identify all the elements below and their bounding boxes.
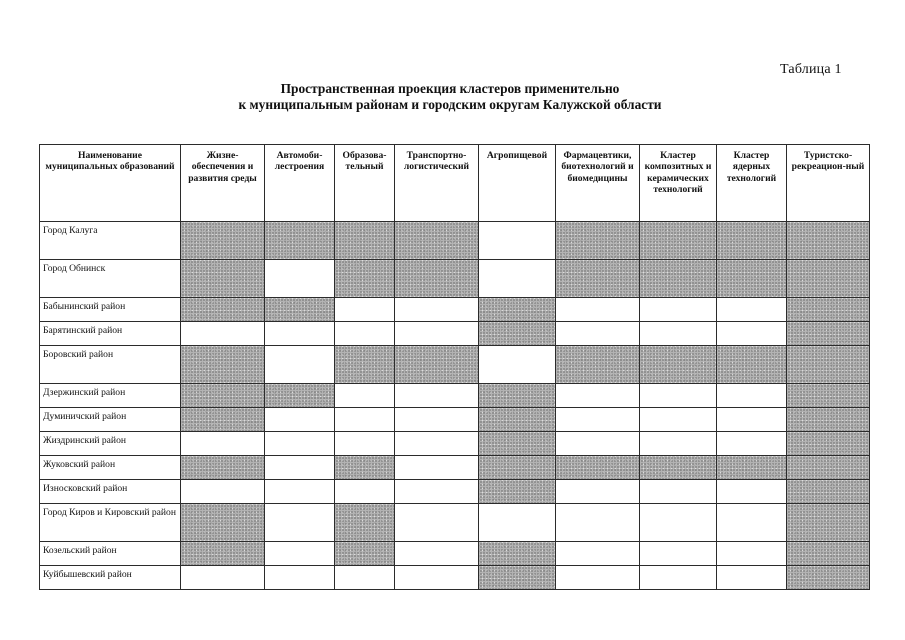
cluster-cell-filled [787, 566, 870, 590]
cluster-cell-empty [640, 298, 717, 322]
cluster-cell-filled [787, 222, 870, 260]
cluster-cell-empty [717, 298, 787, 322]
cluster-cell-filled [335, 346, 395, 384]
table-number-label: Таблица 1 [780, 62, 842, 77]
municipality-name: Износковский район [40, 480, 181, 504]
cluster-cell-empty [717, 480, 787, 504]
cluster-cell-filled [479, 542, 556, 566]
cluster-cell-filled [265, 222, 335, 260]
cluster-cell-empty [717, 504, 787, 542]
cluster-cell-empty [717, 432, 787, 456]
municipality-name: Город Киров и Кировский район [40, 504, 181, 542]
cluster-cell-empty [395, 408, 479, 432]
cluster-cell-empty [335, 480, 395, 504]
table-row [40, 542, 870, 566]
cluster-cell-empty [395, 542, 479, 566]
table-row [40, 260, 870, 298]
cluster-cell-filled [181, 222, 265, 260]
cluster-cell-filled [181, 456, 265, 480]
cluster-cell-filled [787, 408, 870, 432]
cluster-cell-empty [265, 456, 335, 480]
cluster-cell-filled [717, 222, 787, 260]
header-composites-cluster: Кластер композитных и керамических технологий [640, 145, 717, 222]
cluster-cell-empty [395, 384, 479, 408]
cluster-cell-empty [640, 542, 717, 566]
cluster-cell-empty [717, 542, 787, 566]
cluster-cell-empty [335, 384, 395, 408]
cluster-cell-filled [479, 432, 556, 456]
cluster-cell-filled [181, 298, 265, 322]
municipality-name: Дзержинский район [40, 384, 181, 408]
cluster-cell-empty [717, 408, 787, 432]
cluster-cell-filled [787, 480, 870, 504]
cluster-table [39, 144, 870, 590]
table-title [200, 81, 700, 113]
cluster-cell-empty [479, 260, 556, 298]
cluster-cell-filled [335, 456, 395, 480]
table-row [40, 408, 870, 432]
cluster-cell-empty [265, 322, 335, 346]
cluster-cell-empty [556, 566, 640, 590]
cluster-cell-empty [265, 566, 335, 590]
municipality-name: Бабынинский район [40, 298, 181, 322]
table-row [40, 456, 870, 480]
header-transport-logistics-cluster: Транспортно-логистический [395, 145, 479, 222]
table-header-row [40, 145, 870, 222]
cluster-cell-filled [787, 260, 870, 298]
cluster-cell-filled [479, 384, 556, 408]
cluster-cell-filled [335, 222, 395, 260]
table-row [40, 566, 870, 590]
cluster-cell-filled [787, 384, 870, 408]
header-tourism-cluster: Туристско-рекреацион-ный [787, 145, 870, 222]
cluster-cell-empty [395, 480, 479, 504]
cluster-cell-filled [479, 480, 556, 504]
header-education-cluster: Образова-тельный [335, 145, 395, 222]
cluster-cell-filled [181, 346, 265, 384]
cluster-cell-filled [395, 222, 479, 260]
cluster-cell-empty [640, 384, 717, 408]
cluster-cell-empty [640, 432, 717, 456]
cluster-cell-empty [556, 322, 640, 346]
table-row [40, 480, 870, 504]
municipality-name: Барятинский район [40, 322, 181, 346]
municipality-name: Город Обнинск [40, 260, 181, 298]
municipality-name: Козельский район [40, 542, 181, 566]
table-row [40, 504, 870, 542]
municipality-name: Боровский район [40, 346, 181, 384]
cluster-cell-empty [479, 346, 556, 384]
cluster-cell-empty [717, 566, 787, 590]
title-line-2: к муниципальным районам и городским округам Калужской области [238, 97, 662, 112]
cluster-cell-empty [556, 298, 640, 322]
cluster-cell-empty [181, 566, 265, 590]
cluster-cell-filled [265, 384, 335, 408]
cluster-cell-filled [181, 542, 265, 566]
cluster-cell-filled [265, 298, 335, 322]
cluster-cell-empty [395, 322, 479, 346]
cluster-cell-empty [335, 408, 395, 432]
cluster-cell-empty [556, 408, 640, 432]
cluster-cell-filled [479, 566, 556, 590]
cluster-cell-filled [787, 456, 870, 480]
cluster-cell-filled [640, 456, 717, 480]
cluster-cell-empty [640, 408, 717, 432]
header-automotive-cluster: Автомоби-лестроения [265, 145, 335, 222]
municipality-name: Жиздринский район [40, 432, 181, 456]
cluster-cell-filled [640, 260, 717, 298]
header-agrofood-cluster: Агропищевой [479, 145, 556, 222]
cluster-cell-empty [265, 542, 335, 566]
cluster-cell-filled [556, 456, 640, 480]
cluster-cell-empty [556, 384, 640, 408]
cluster-cell-empty [265, 346, 335, 384]
cluster-cell-filled [787, 504, 870, 542]
municipality-name: Думиничский район [40, 408, 181, 432]
cluster-cell-filled [335, 542, 395, 566]
cluster-cell-empty [335, 566, 395, 590]
cluster-cell-filled [181, 384, 265, 408]
cluster-cell-empty [717, 384, 787, 408]
cluster-cell-filled [787, 346, 870, 384]
table-row [40, 222, 870, 260]
table-row [40, 384, 870, 408]
cluster-cell-empty [395, 566, 479, 590]
table-row [40, 322, 870, 346]
cluster-cell-filled [717, 260, 787, 298]
cluster-cell-filled [556, 222, 640, 260]
cluster-cell-filled [479, 322, 556, 346]
cluster-cell-filled [479, 456, 556, 480]
cluster-cell-empty [335, 432, 395, 456]
cluster-cell-empty [479, 504, 556, 542]
cluster-cell-filled [479, 408, 556, 432]
cluster-cell-filled [556, 346, 640, 384]
cluster-cell-filled [787, 432, 870, 456]
header-pharma-cluster: Фармацевтики, биотехнологий и биомедицины [556, 145, 640, 222]
header-life-support-cluster: Жизне-обеспечения и развития среды [181, 145, 265, 222]
cluster-cell-filled [556, 260, 640, 298]
table-row [40, 298, 870, 322]
cluster-cell-empty [181, 322, 265, 346]
cluster-cell-empty [395, 432, 479, 456]
cluster-cell-empty [640, 480, 717, 504]
cluster-cell-filled [181, 408, 265, 432]
municipality-name: Жуковский район [40, 456, 181, 480]
cluster-cell-filled [717, 346, 787, 384]
cluster-cell-filled [335, 260, 395, 298]
cluster-cell-empty [556, 432, 640, 456]
cluster-cell-empty [556, 542, 640, 566]
cluster-cell-filled [395, 346, 479, 384]
cluster-cell-empty [395, 456, 479, 480]
title-line-1: Пространственная проекция кластеров применительно [280, 81, 620, 96]
cluster-cell-empty [265, 408, 335, 432]
cluster-cell-empty [395, 298, 479, 322]
table-row [40, 346, 870, 384]
cluster-cell-empty [265, 480, 335, 504]
header-nuclear-cluster: Кластер ядерных технологий [717, 145, 787, 222]
table-row [40, 432, 870, 456]
cluster-cell-empty [479, 222, 556, 260]
cluster-cell-filled [395, 260, 479, 298]
cluster-cell-empty [640, 566, 717, 590]
cluster-cell-empty [265, 260, 335, 298]
cluster-cell-filled [640, 346, 717, 384]
cluster-cell-empty [335, 322, 395, 346]
cluster-cell-filled [717, 456, 787, 480]
municipality-name: Город Калуга [40, 222, 181, 260]
header-municipality: Наименование муниципальных образований [40, 145, 181, 222]
municipality-name: Куйбышевский район [40, 566, 181, 590]
cluster-cell-filled [787, 542, 870, 566]
cluster-cell-filled [181, 504, 265, 542]
cluster-cell-filled [787, 298, 870, 322]
cluster-cell-empty [181, 480, 265, 504]
cluster-cell-filled [640, 222, 717, 260]
cluster-cell-empty [181, 432, 265, 456]
cluster-cell-empty [265, 432, 335, 456]
cluster-cell-filled [479, 298, 556, 322]
cluster-cell-empty [640, 322, 717, 346]
cluster-cell-filled [787, 322, 870, 346]
cluster-cell-empty [265, 504, 335, 542]
cluster-cell-empty [335, 298, 395, 322]
cluster-cell-filled [181, 260, 265, 298]
cluster-cell-empty [556, 504, 640, 542]
cluster-cell-empty [395, 504, 479, 542]
cluster-cell-empty [717, 322, 787, 346]
cluster-cell-empty [556, 480, 640, 504]
cluster-cell-filled [335, 504, 395, 542]
cluster-cell-empty [640, 504, 717, 542]
